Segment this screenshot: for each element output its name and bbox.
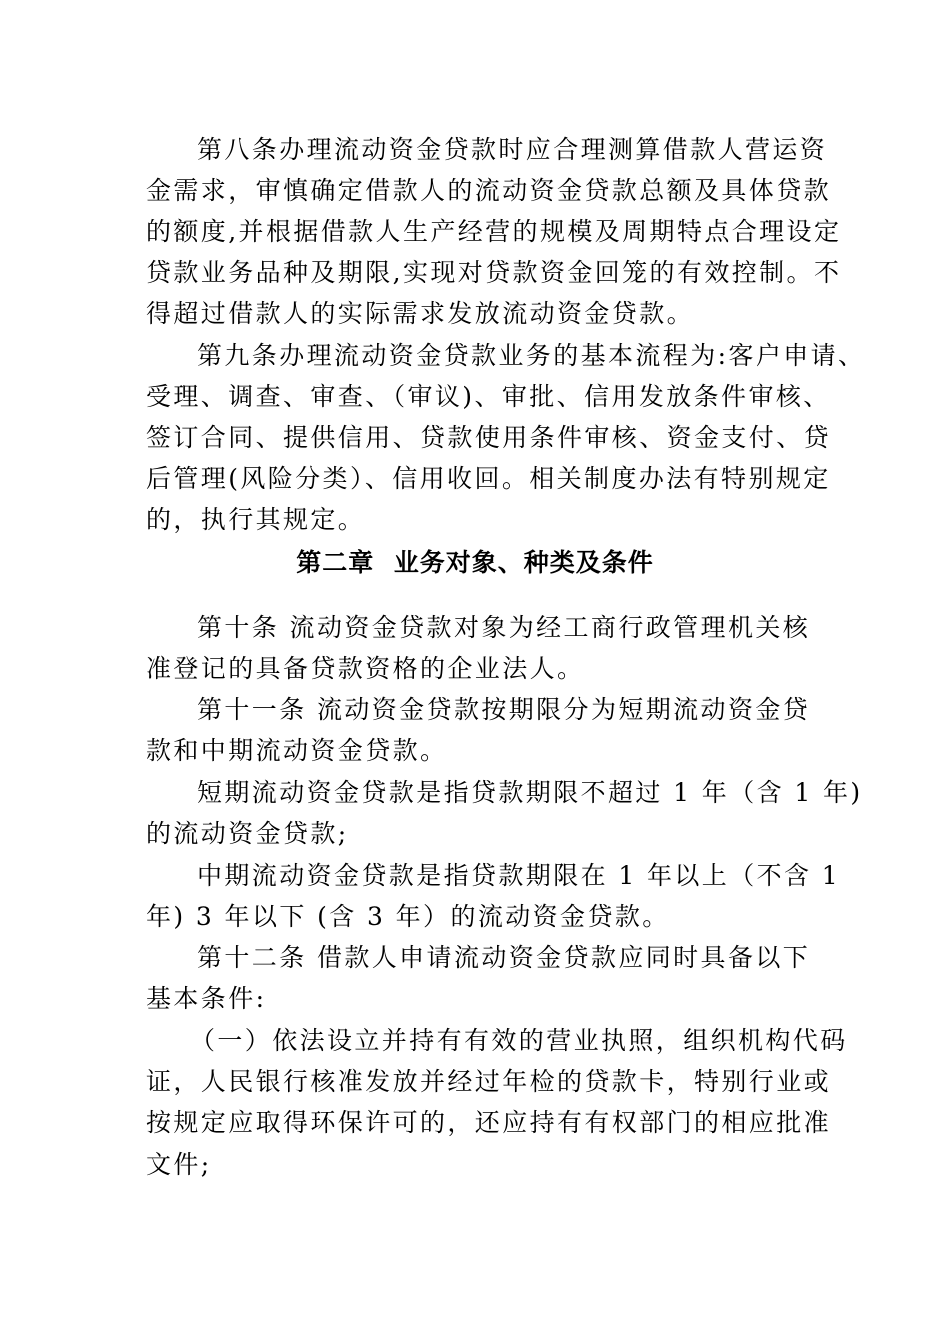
article-9-line-4: 后管理(风险分类）、信用收回。相关制度办法有特别规定: [146, 464, 831, 493]
article-11-line-1: 第十一条 流动资金贷款按期限分为短期流动资金贷: [197, 695, 811, 724]
article-8-line-5: 得超过借款人的实际需求发放流动资金贷款。: [146, 299, 695, 328]
article-8-line-3: 的额度,并根据借款人生产经营的规模及周期特点合理设定: [146, 217, 842, 246]
medium-term-line-1: 中期流动资金贷款是指贷款期限在 1 年以上（不含 1: [197, 861, 841, 890]
article-8-line-4: 贷款业务品种及期限,实现对贷款资金回笼的有效控制。不: [146, 258, 842, 287]
article-8-line-2: 金需求，审慎确定借款人的流动资金贷款总额及具体贷款: [146, 176, 832, 205]
article-12-line-1: 第十二条 借款人申请流动资金贷款应同时具备以下: [197, 943, 811, 972]
item-1-line-1: （一）依法设立并持有有效的营业执照，组织机构代码: [190, 1026, 848, 1055]
chapter-heading: 第二章 业务对象、种类及条件: [296, 548, 654, 577]
short-term-line-2: 的流动资金贷款;: [146, 819, 349, 848]
item-1-line-4: 文件;: [146, 1150, 212, 1179]
article-9-line-2: 受理、调查、审查、（审议)、审批、信用发放条件审核、: [146, 382, 831, 411]
article-9-line-1: 第九条办理流动资金贷款业务的基本流程为:客户申请、: [197, 341, 866, 370]
article-10-line-2: 准登记的具备贷款资格的企业法人。: [146, 654, 585, 683]
item-1-line-3: 按规定应取得环保许可的，还应持有有权部门的相应批准: [146, 1108, 832, 1137]
medium-term-line-2: 年) 3 年以下 (含 3 年）的流动资金贷款。: [146, 902, 670, 931]
article-11-line-2: 款和中期流动资金贷款。: [146, 736, 448, 765]
article-9-line-3: 签订合同、提供信用、贷款使用条件审核、资金支付、贷: [146, 423, 832, 452]
article-8-line-1: 第八条办理流动资金贷款时应合理测算借款人营运资: [197, 135, 828, 164]
article-10-line-1: 第十条 流动资金贷款对象为经工商行政管理机关核: [197, 613, 811, 642]
article-12-line-2: 基本条件:: [146, 984, 267, 1013]
article-9-line-5: 的，执行其规定。: [146, 505, 366, 534]
item-1-line-2: 证，人民银行核准发放并经过年检的贷款卡，特别行业或: [146, 1067, 832, 1096]
short-term-line-1: 短期流动资金贷款是指贷款期限不超过 1 年（含 1 年): [197, 778, 863, 807]
